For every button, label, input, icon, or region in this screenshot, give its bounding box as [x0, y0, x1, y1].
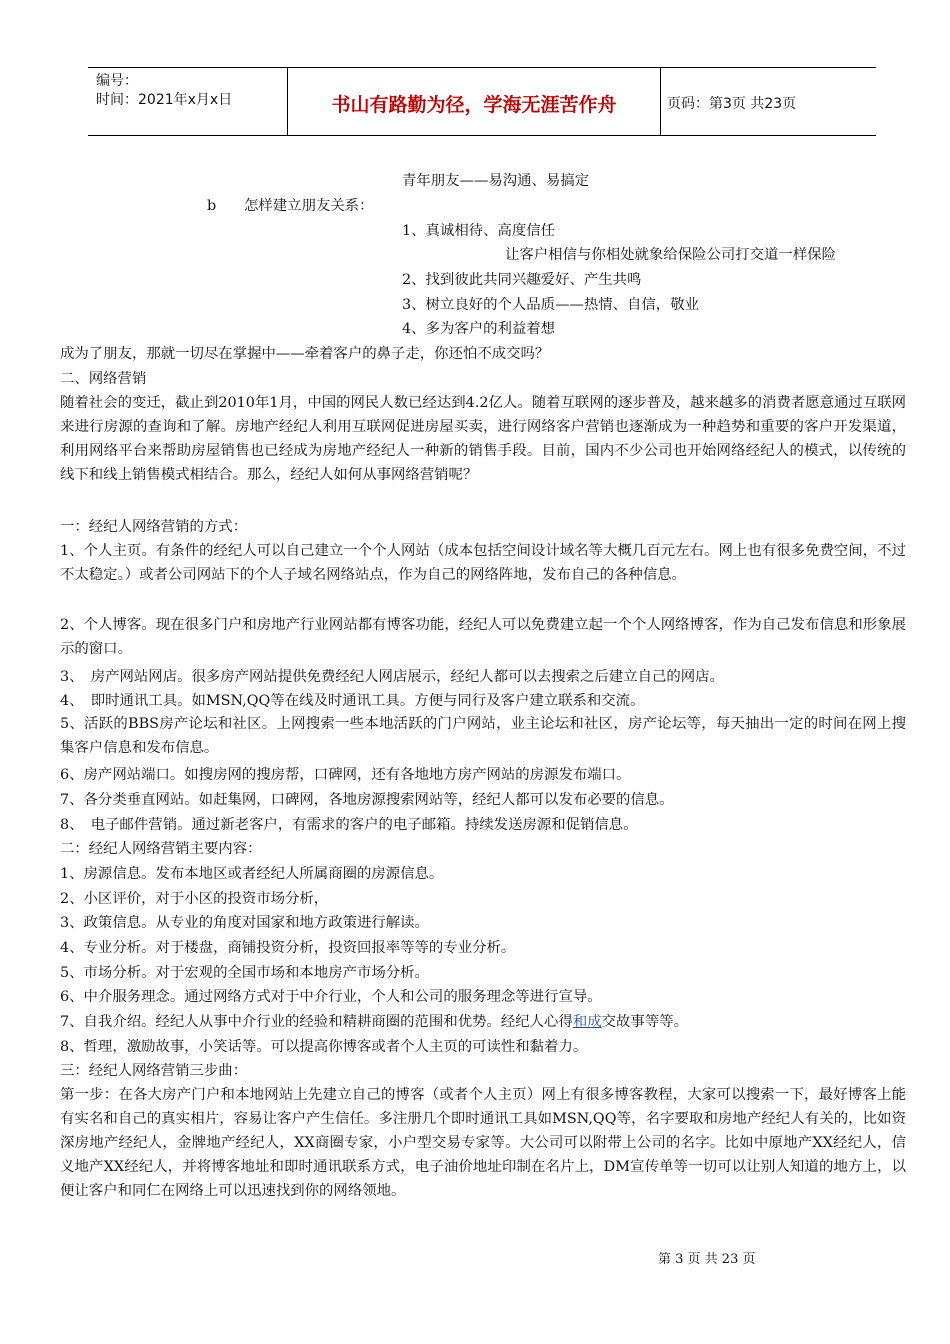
subheading-methods: 一：经纪人网络营销的方式： — [60, 519, 248, 535]
document-number: 编号： — [96, 73, 138, 89]
content-philosophy-stories: 8、哲理，激励故事，小笑话等。可以提高你博客或者个人主页的可读性和黏着力。 — [60, 1039, 588, 1055]
intro-item-1: 1、真诚相待、高度信任 — [402, 223, 556, 239]
subheading-three-steps: 三：经纪人网络营销三步曲： — [60, 1063, 248, 1079]
method-personal-blog: 2、个人博客。现在很多门户和房地产行业网站都有博客功能，经纪人可以免费建立起一个个人网络博客，作为自己发布信息和形象展示的窗口。 — [60, 617, 906, 658]
header-motto: 书山有路勤为径，学海无涯苦作舟 — [331, 94, 617, 116]
intro-item-2: 2、找到彼此共同兴趣爱好、产生共鸣 — [402, 272, 642, 288]
intro-item-1-detail: 让客户相信与你相处就象给保险公司打交道一样保险 — [505, 247, 836, 263]
header-page-number: 页码：第3页 共23页 — [667, 96, 797, 112]
method-email-marketing: 8、 电子邮件营销。通过新老客户，有需求的客户的电子邮箱。持续发送房源和促销信息。 — [60, 817, 638, 833]
content-community-review: 2、小区评价，对于小区的投资市场分析， — [60, 891, 329, 907]
method-property-site-ports: 6、房产网站端口。如搜房网的搜房帮，口碑网，还有各地地方房产网站的房源发布端口。 — [60, 767, 631, 783]
intro-list-marker-b: b — [207, 198, 217, 214]
document-date: 时间：2021年x月x日 — [96, 92, 233, 108]
footer-page-number: 第 3 页 共 23 页 — [658, 1252, 756, 1267]
method-personal-homepage: 1、个人主页。有条件的经纪人可以自己建立一个个人网站（成本包括空间设计域名等大概几百元左右。网上也有很多免费空间，不过不太稳定。）或者公司网站下的个人子域名网络站点，作为自己的网络阵地，发布自己的各种信息。 — [60, 543, 906, 584]
method-instant-messaging: 4、 即时通讯工具。如MSN,QQ等在线及时通讯工具。方便与同行及客户建立联系和交流。 — [60, 693, 645, 709]
intro-item-4: 4、多为客户的利益着想 — [402, 321, 556, 337]
header-meta — [96, 72, 232, 110]
intro-heading-build-friendship: 怎样建立朋友关系： — [244, 198, 374, 214]
subheading-content: 二：经纪人网络营销主要内容： — [60, 841, 262, 857]
inline-link[interactable]: 和成 — [572, 1014, 602, 1030]
intro-item-3: 3、树立良好的个人品质——热情、自信，敬业 — [402, 297, 699, 313]
content-policy-info: 3、政策信息。从专业的角度对国家和地方政策进行解读。 — [60, 915, 429, 931]
content-self-intro-tail: 交故事等等。 — [601, 1014, 688, 1030]
content-self-intro-text: 7、自我介绍。经纪人从事中介行业的经验和精耕商圈的范围和优势。经纪人心得 — [60, 1014, 573, 1030]
intro-conclusion: 成为了朋友，那就一切尽在掌握中——牵着客户的鼻子走，你还怕不成交吗？ — [60, 346, 550, 362]
intro-line-young-friends: 青年朋友——易沟通、易搞定 — [402, 173, 590, 189]
content-self-intro — [60, 1013, 688, 1031]
paragraph-online-marketing-intro: 随着社会的变迁，截止到2010年1月，中国的网民人数已经达到4.2亿人。随着互联网的逐步普及，越来越多的消费者愿意通过互联网来进行房源的查询和了解。房地产经纪人利用互联网促进房屋买卖，进行网络客户营销也逐渐成为一种趋势和重要的客户开发渠道，利用网络平台来帮助房屋销售也已经成为房地产经纪人一种新的销售手段。目前，国内不少公司也开始网络经纪人的模式，以传统的线下和线上销售模式相结合。那么，经纪人如何从事网络营销呢？ — [60, 395, 906, 484]
section-heading-online-marketing: 二、网络营销 — [60, 371, 147, 387]
content-professional-analysis: 4、专业分析。对于楼盘，商铺投资分析，投资回报率等等的专业分析。 — [60, 940, 516, 956]
content-service-philosophy: 6、中介服务理念。通过网络方式对于中介行业，个人和公司的服务理念等进行宣导。 — [60, 989, 602, 1005]
method-vertical-sites: 7、各分类垂直网站。如赶集网，口碑网，各地房源搜索网站等，经纪人都可以发布必要的信息。 — [60, 792, 674, 808]
header-top-rule — [88, 67, 876, 68]
header-divider-right — [660, 67, 661, 136]
step-one-paragraph: 第一步：在各大房产门户和本地网站上先建立自己的博客（或者个人主页）网上有很多博客教程，大家可以搜索一下，最好博客上能有实名和自己的真实相片，容易让客户产生信任。多注册几个即时通讯工具如MSN,QQ等，名字要取和房地产经纪人有关的，比如资深房地产经纪人，金牌地产经纪人，XX商圈专家，小户型交易专家等。大公司可以附带上公司的名字。比如中原地产XX经纪人，信义地产XX经纪人，并将博客地址和即时通讯联系方式，电子油价地址印制在名片上，DM宣传单等一切可以让别人知道的地方上，以便让客户和同仁在网络上可以迅速找到你的网络领地。 — [60, 1087, 906, 1200]
method-bbs-forums: 5、活跃的BBS房产论坛和社区。上网搜索一些本地活跃的门户网站，业主论坛和社区，房产论坛等，每天抽出一定的时间在网上搜集客户信息和发布信息。 — [60, 716, 906, 757]
content-market-analysis: 5、市场分析。对于宏观的全国市场和本地房产市场分析。 — [60, 965, 429, 981]
content-listing-info: 1、房源信息。发布本地区或者经纪人所属商圈的房源信息。 — [60, 866, 444, 882]
method-property-web-shop: 3、 房产网站网店。很多房产网站提供免费经纪人网店展示，经纪人都可以去搜索之后建立自己的网店。 — [60, 669, 724, 685]
header-bottom-rule — [88, 135, 876, 136]
